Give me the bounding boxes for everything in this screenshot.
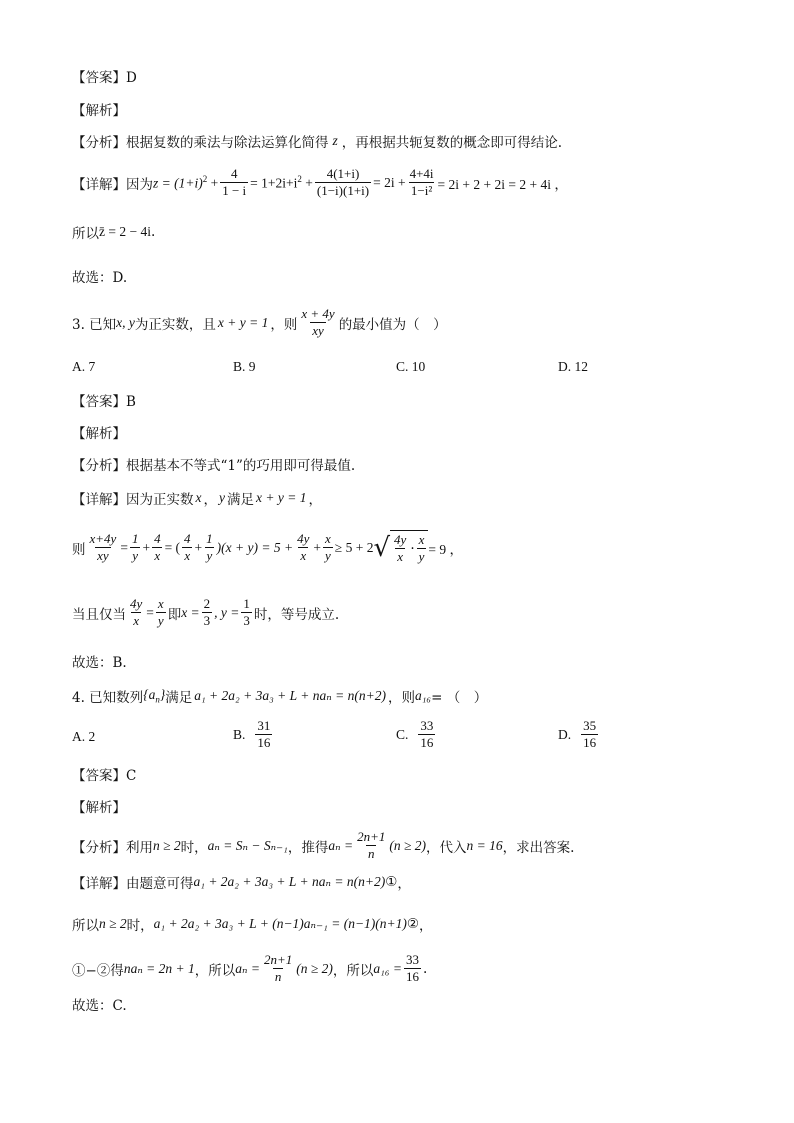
- q3-answer: 【答案】B: [72, 394, 136, 410]
- q4-subtract: ①−②得 naₙ = 2n + 1 ，所以 aₙ = $\frac{2n+1}{n}$ (n ≥ 2) ，所以 a₁₆ = $\frac{33}{16}$ .: [72, 952, 428, 984]
- q2-conclusion: 所以 z̄ = 2 − 4i .: [72, 224, 156, 242]
- q3-detail: 【详解】因为正实数 x ， y 满足 x + y = 1 ，: [72, 490, 322, 508]
- q4-stem: 4. 已知数列 $\{a_n\}$ 满足 a₁ + 2a₂ + 3a₃ + L + naₙ = n(n+2) ，则 a₁₆ = （ ）: [72, 687, 488, 706]
- fraction: $\frac{2n+1}{n}$: [357, 829, 386, 861]
- fraction: 4 x: [184, 531, 191, 563]
- q4-analysis-heading: 【解析】: [72, 800, 126, 816]
- fraction: $\frac{4+4i}{\text{1−i²}}$: [409, 166, 434, 198]
- q2-fenxi: 【分析】根据复数的乘法与除法运算化简得 z ，再根据共轭复数的概念即可得结论.: [72, 133, 563, 151]
- fraction: $\frac{x}{y}$: [325, 531, 331, 563]
- q4-fenxi: 【分析】利用 n ≥ 2 时， aₙ = Sₙ − Sₙ₋₁ ，推得 aₙ = $\frac{2n+1}{n}$ (n ≥ 2) ，代入 n = 16 ，求出答案.: [72, 829, 575, 861]
- q3-fenxi: 【分析】根据基本不等式“1”的巧用即可得最值.: [72, 458, 356, 474]
- fraction: $\frac{4y}{x}$: [297, 531, 310, 563]
- fraction: $\frac{4}{1 - i}$: [222, 166, 247, 198]
- q4-option-b: B. 31 16: [233, 718, 271, 750]
- fraction: $\frac{1}{3}$: [243, 596, 250, 628]
- fraction: $\frac{4}{x}$: [154, 531, 161, 563]
- fraction: $\frac{4y}{x}$: [130, 596, 143, 628]
- square-root: √ 4y x · x y: [373, 530, 428, 565]
- fraction: $\frac{4(1+i)}{(1-i)(1+i)}$: [316, 166, 370, 198]
- q4-choice: 故选：C.: [72, 998, 127, 1014]
- q3-option-b: B. 9: [233, 359, 256, 374]
- q2-choice: 故选：D.: [72, 270, 128, 286]
- q2-detail: 【详解】因为 $z = (1+i)^2$ + $\frac{4}{1 - i}$ = $1+2i+i^2$ + $\frac{4(1+i)}{(1-i)(1+i)}$ = 2i + $\frac{4+4i}{\text{1−i²}}$ = 2i + 2 + 2i = 2 + 4i ，: [72, 166, 568, 198]
- fraction: $\frac{1}{y}$: [131, 531, 139, 563]
- fraction: $\frac{x}{y}$: [157, 596, 164, 628]
- q3-stem: 3. 已知 x, y 为正实数，且 x + y = 1 ，则 x + 4y xy 的最小值为（ ）: [72, 306, 447, 338]
- q3-equality-case: 当且仅当 $\frac{4y}{x}$ = $\frac{x}{y}$ 即 x = $\frac{2}{3}$ , y = $\frac{1}{3}$ 时，等号成立.: [72, 596, 340, 628]
- fraction: $\frac{x+4y}{xy}$: [89, 531, 117, 563]
- fraction: x + 4y xy: [301, 306, 335, 338]
- q4-option-d: D. 35 16: [558, 718, 597, 750]
- q4-detail: 【详解】由题意可得 a₁ + 2a₂ + 3a₃ + L + naₙ = n(n+2) ① ，: [72, 874, 411, 892]
- q4-option-a: A. 2: [72, 729, 96, 744]
- q3-option-a: A. 7: [72, 359, 96, 374]
- q3-option-c: C. 10: [396, 359, 426, 374]
- q2-analysis-heading: 【解析】: [72, 103, 126, 119]
- fraction: $\frac{33}{16}$: [406, 952, 420, 984]
- fraction: $\frac{2}{3}$: [203, 596, 211, 628]
- q3-derivation: 则 $\frac{x+4y}{xy}$ = $\frac{1}{y}$ + $\frac{4}{x}$ = ( 4 x + $\frac{1}{y}$ )(x + y) = 5 + $\frac{4y}{x}$ + $\frac{x}{y}$ ≥ 5 + 2 √ 4y x · x y = 9 ，: [72, 531, 464, 564]
- q4-answer: 【答案】C: [72, 768, 137, 784]
- q4-shifted: 所以 n ≥ 2 时， a₁ + 2a₂ + 3a₃ + L + (n−1)aₙ₋₁ = (n−1)(n+1) ② ，: [72, 916, 433, 934]
- q3-choice: 故选：B.: [72, 655, 127, 671]
- fraction: $\frac{1}{y}$: [206, 531, 213, 563]
- q2-answer: 【答案】D: [72, 70, 137, 86]
- q3-analysis-heading: 【解析】: [72, 426, 126, 442]
- q3-option-d: D. 12: [558, 359, 588, 374]
- q4-option-c: C. 33 16: [396, 718, 434, 750]
- fraction: $\frac{2n+1}{n}$: [263, 952, 293, 984]
